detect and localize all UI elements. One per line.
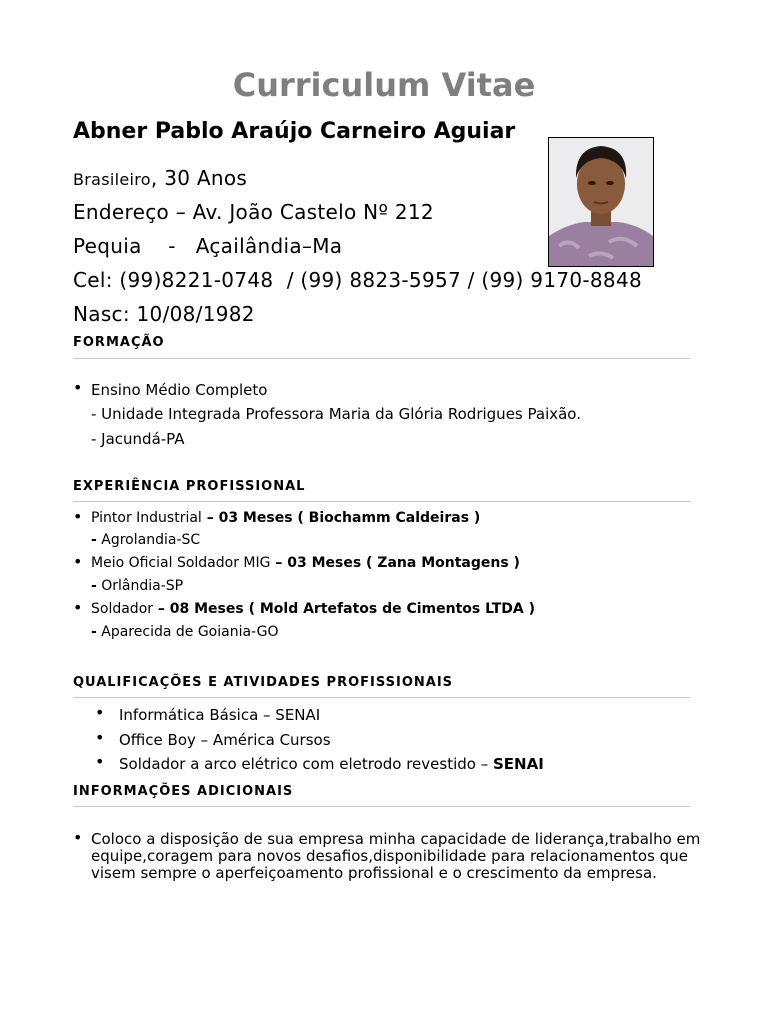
formacao-item: Ensino Médio Completo: [91, 381, 268, 399]
section-informacoes-heading: INFORMAÇÕES ADICIONAIS: [73, 784, 294, 799]
section-divider: [73, 697, 690, 698]
qual-text: Office Boy – América Cursos: [119, 731, 331, 749]
exp-place-line: [91, 578, 183, 594]
formacao-school: - Unidade Integrada Professora Maria da Glória Rodrigues Paixão.: [91, 405, 581, 423]
bullet-icon: •: [73, 828, 83, 847]
exp-role: Meio Oficial Soldador MIG: [91, 555, 271, 571]
section-divider: [73, 358, 690, 359]
bullet-icon: •: [73, 378, 83, 397]
exp-role: Pintor Industrial: [91, 510, 202, 526]
qual-text: Informática Básica – SENAI: [119, 706, 321, 724]
qual-bold: SENAI: [493, 755, 544, 773]
bullet-icon: •: [73, 598, 83, 617]
bullet-icon: •: [95, 752, 105, 771]
exp-place: Agrolandia-SC: [96, 532, 201, 548]
exp-item: [91, 555, 520, 571]
nationality: Brasileiro: [73, 170, 151, 189]
qual-item: [119, 706, 320, 724]
exp-role: Soldador: [91, 601, 154, 617]
nationality-line: [73, 166, 247, 190]
exp-place-line: [91, 532, 200, 548]
exp-place-line: [91, 624, 278, 640]
address-line: Endereço – Av. João Castelo Nº 212: [73, 200, 434, 224]
city-line: Pequia - Açailândia–Ma: [73, 234, 343, 258]
age: , 30 Anos: [150, 166, 248, 190]
info-paragraph: Coloco a disposição de sua empresa minha capacidade de liderança,trabalho em equipe,coragem para novos desafios,disponibilidade para relacionamentos que visem sempre o aperfeiçoamento profissional e o crescimento da empresa.: [91, 830, 701, 882]
exp-place: Orlândia-SP: [96, 578, 184, 594]
section-divider: [73, 806, 690, 807]
candidate-name: Abner Pablo Araújo Carneiro Aguiar: [73, 119, 516, 144]
section-divider: [73, 501, 690, 502]
exp-detail: – 08 Meses ( Mold Artefatos de Cimentos LTDA ): [153, 601, 535, 617]
formacao-place: - Jacundá-PA: [91, 430, 185, 448]
bullet-icon: •: [73, 507, 83, 526]
exp-detail: – 03 Meses ( Biochamm Caldeiras ): [201, 510, 481, 526]
portrait-image: [549, 138, 653, 266]
bullet-icon: •: [95, 728, 105, 747]
bullet-icon: •: [73, 552, 83, 571]
exp-dash: -: [91, 624, 97, 640]
profile-photo: [548, 137, 654, 267]
exp-item: [91, 601, 535, 617]
section-experiencia-heading: EXPERIÊNCIA PROFISSIONAL: [73, 479, 306, 494]
exp-place: Aparecida de Goiania-GO: [96, 624, 279, 640]
bullet-icon: •: [95, 703, 105, 722]
exp-dash: -: [91, 578, 97, 594]
qual-item: [119, 731, 331, 749]
document-title: Curriculum Vitae: [232, 66, 536, 104]
qual-text: Soldador a arco elétrico com eletrodo revestido –: [119, 755, 493, 773]
qual-item: [119, 755, 544, 773]
exp-detail: – 03 Meses ( Zana Montagens ): [270, 555, 520, 571]
section-formacao-heading: FORMAÇÃO: [73, 335, 165, 350]
birth-line: Nasc: 10/08/1982: [73, 302, 255, 326]
exp-item: [91, 510, 480, 526]
section-qualificacoes-heading: QUALIFICAÇÕES E ATIVIDADES PROFISSIONAIS: [73, 675, 454, 690]
exp-dash: -: [91, 532, 97, 548]
phone-line: Cel: (99)8221-0748 / (99) 8823-5957 / (99) 9170-8848: [73, 268, 643, 292]
